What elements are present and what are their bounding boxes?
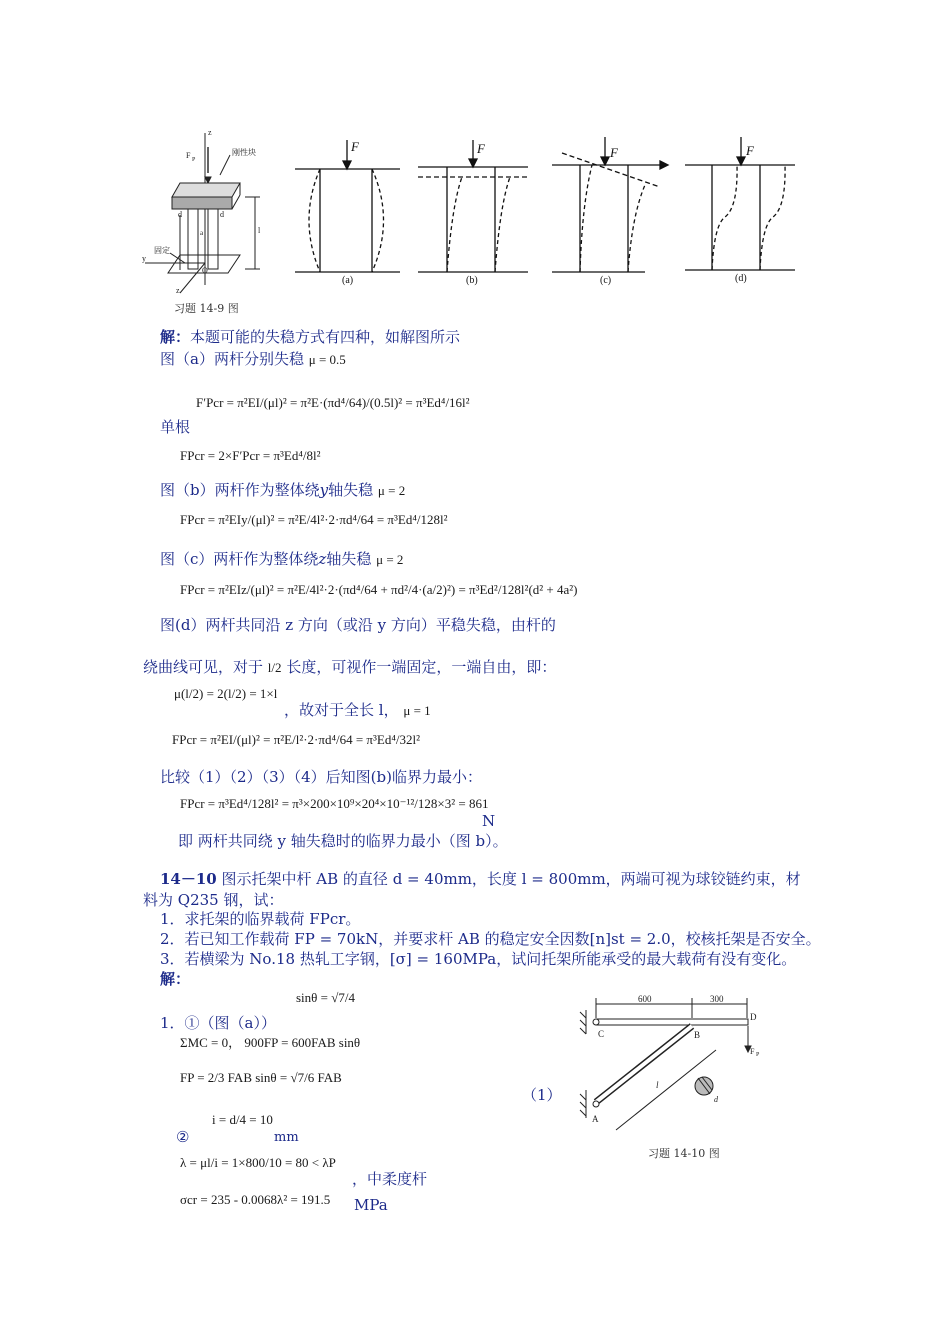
case-d-note: ，故对于全长 l， μ = 1 [284,701,431,719]
svg-text:F: F [750,1047,755,1056]
svg-text:F: F [477,141,485,156]
equation-fp: FP = 2/3 FAB sinθ = √7/6 FAB [180,1070,342,1085]
equation-compare: FPcr = π³Ed⁴/128l² = π³×200×10⁹×20⁴×10⁻¹²/128×3² = 861 [180,796,489,811]
svg-text:O: O [202,266,208,275]
svg-text:B: B [694,1030,701,1040]
rigid-block-label: 刚性块 [232,148,256,157]
equation-i: i = d/4 = 10 [212,1112,273,1127]
figure-14-10 [572,990,772,1140]
equation-case-b: FPcr = π²EIy/(μl)² = π²E/4l²·2·πd⁴/64 = π³Ed⁴/128l² [180,512,448,527]
case-d-line1: 图(d）两杆共同沿 z 方向（或沿 y 方向）平稳失稳，由杆的 [160,616,556,634]
case-c-text: 图（c）两杆作为整体绕z轴失稳 μ = 2 [160,550,404,568]
solution-14-10-heading: 解： [160,970,191,988]
axis-z-top: z [208,128,212,137]
step-1-label: 1．①（图（a）） [160,1014,276,1032]
figure-14-9-caption: 习题 14-9 图 [174,302,239,315]
case-d-line2: 绕曲线可见，对于 l/2 长度，可视作一端固定，一端自由，即： [143,658,557,676]
compare-unit: N [482,812,496,830]
svg-text:300: 300 [710,994,724,1004]
single-label: 单根 [160,418,191,436]
equation-case-a-1: F′Pcr = π²EI/(μl)² = π²E·(πd⁴/64)/(0.5l)² = π³Ed⁴/16l² [196,395,470,410]
problem-14-10-line2: 料为 Q235 钢，试： [143,891,284,909]
sigma-unit: MPa [354,1196,388,1214]
question-2: 2．若已知工作载荷 FP = 70kN，并要求杆 AB 的稳定安全因数[n]st = 2.0，校核托架是否安全。 [160,930,821,948]
svg-text:a: a [200,229,204,237]
svg-text:C: C [598,1029,605,1039]
buckling-panel-c [552,137,668,286]
compare-conclusion: 即 两杆共同绕 y 轴失稳时的临界力最小（图 b）。 [178,832,508,850]
svg-text:d: d [220,210,224,219]
svg-text:d: d [714,1095,718,1104]
svg-text:P: P [192,157,196,163]
problem-14-10-line1: 14－10 图示托架中杆 AB 的直径 d = 40mm，长度 l = 800mm，两端可视为球铰链约束，材 [160,870,801,888]
compare-text: 比较（1）（2）（3）（4）后知图(b)临界力最小： [160,768,482,786]
svg-text:l: l [656,1080,659,1090]
svg-text:600: 600 [638,994,652,1004]
equation-case-c: FPcr = π²EIz/(μl)² = π²E/4l²·2·(πd⁴/64 + πd²/4·(a/2)²) = π³Ed²/128l²(d² + 4a²) [180,582,578,597]
figure-14-9 [140,125,820,295]
question-3: 3．若横梁为 No.18 热轧工字钢，[σ] = 160MPa，试问托架所能承受的最大载荷有没有变化。 [160,950,797,968]
equation-case-d-mu: μ(l/2) = 2(l/2) = 1×l [174,686,278,701]
rigid-block-sketch [142,128,261,295]
svg-text:z: z [176,286,180,295]
buckling-panel-b [418,140,528,286]
equation-sin-theta: sinθ = √7/4 [296,990,355,1005]
case-b-text: 图（b）两杆作为整体绕y轴失稳 μ = 2 [160,481,406,499]
figure-label-1: （1） [522,1086,562,1104]
equation-lambda: λ = μl/i = 1×800/10 = 80 < λP [180,1155,336,1170]
svg-text:A: A [592,1114,599,1124]
equation-moment: ΣMC = 0， 900FP = 600FAB sinθ [180,1035,361,1050]
svg-text:d: d [178,210,182,219]
buckling-panel-a [295,139,400,286]
i-unit: mm [274,1130,299,1145]
solution-intro: 解：本题可能的失稳方式有四种，如解图所示 [160,328,461,346]
svg-text:D: D [750,1012,757,1022]
lambda-note: ，中柔度杆 [352,1170,428,1188]
svg-text:F: F [351,139,359,154]
equation-sigma: σcr = 235 - 0.0068λ² = 191.5 [180,1192,331,1207]
svg-text:y: y [142,254,146,263]
force-fp-label: F [186,151,191,160]
figure-14-10-caption: 习题 14-10 图 [648,1147,720,1160]
step-2-label: ② [176,1128,190,1146]
svg-text:(a): (a) [342,275,354,286]
buckling-panel-d [685,137,795,284]
svg-text:F: F [610,145,618,160]
equation-case-a-2: FPcr = 2×F′Pcr = π³Ed⁴/8l² [180,448,321,463]
svg-text:(d): (d) [735,273,747,284]
question-1: 1．求托架的临界载荷 FPcr。 [160,910,361,928]
svg-text:l: l [258,226,261,235]
svg-text:(b): (b) [466,275,478,286]
fixed-label: 固定 [154,246,170,255]
svg-text:F: F [746,143,754,158]
svg-text:(c): (c) [600,275,612,286]
svg-text:P: P [756,1052,760,1058]
equation-case-d: FPcr = π²EI/(μl)² = π²E/l²·2·πd⁴/64 = π³Ed⁴/32l² [172,732,420,747]
case-a-text: 图（a）两杆分别失稳 μ = 0.5 [160,350,346,368]
